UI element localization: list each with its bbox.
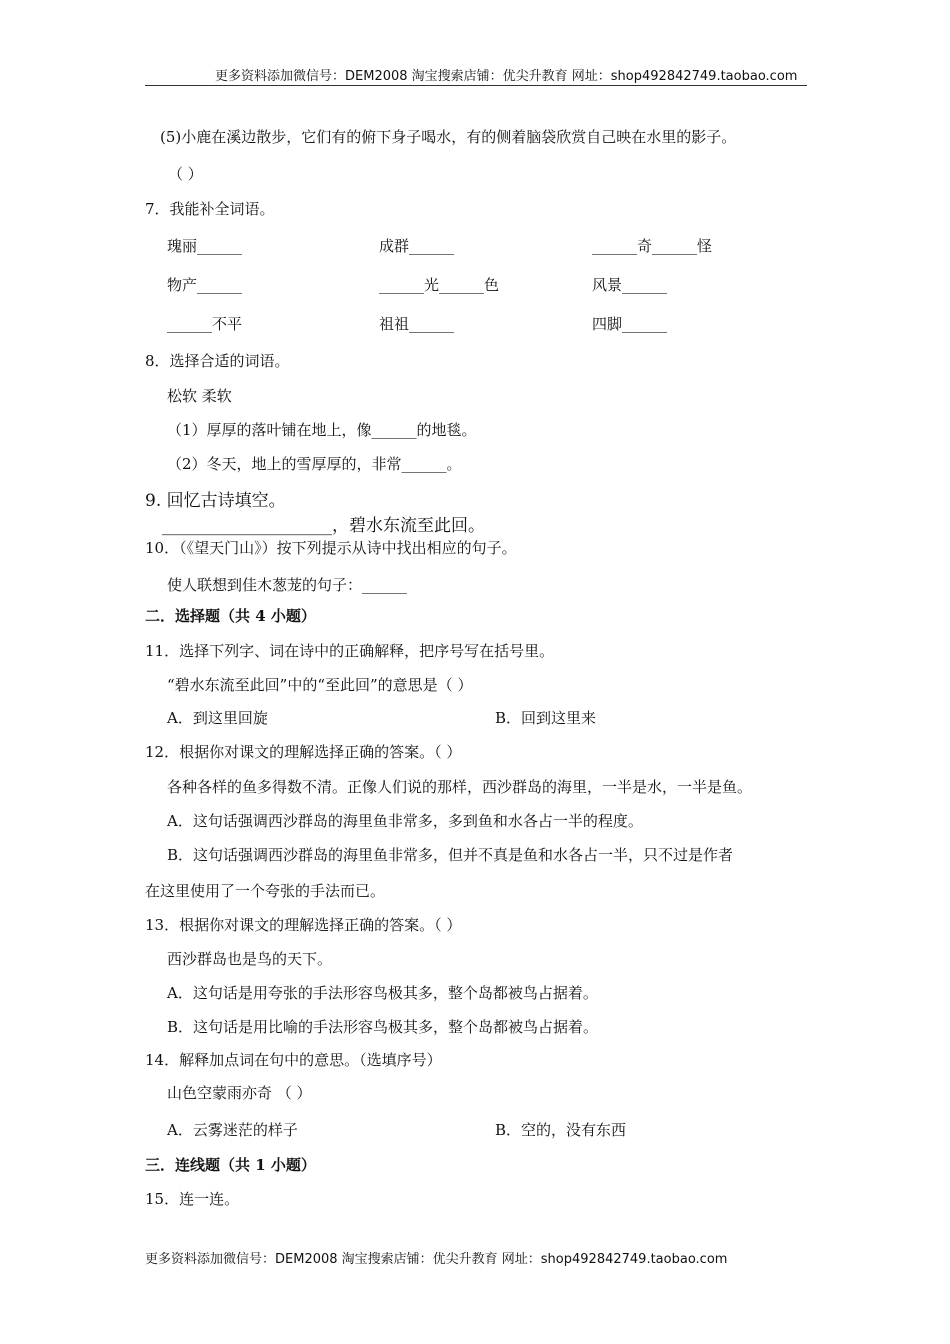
page-footer: 更多资料添加微信号：DEM2008 淘宝搜索店铺：优尖升教育 网址：shop492842749.taobao.com bbox=[145, 1252, 728, 1267]
q11-question: “碧水东流至此回”中的“至此回”的意思是（ ） bbox=[167, 676, 473, 694]
q8-options: 松软 柔软 bbox=[167, 387, 232, 405]
section-2-title: 二．选择题（共 4 小题） bbox=[145, 607, 316, 625]
q13-text: 西沙群岛也是鸟的天下。 bbox=[167, 950, 333, 968]
q10-prompt: 使人联想到佳木葱茏的句子：______ bbox=[167, 576, 408, 594]
q8-title: 8．选择合适的词语。 bbox=[145, 352, 290, 370]
q14-option-b: B．空的，没有东西 bbox=[495, 1121, 627, 1139]
q7-title: 7．我能补全词语。 bbox=[145, 200, 275, 218]
q7-r1c3: ______奇______怪 bbox=[592, 237, 713, 255]
q11-title: 11．选择下列字、词在诗中的正确解释，把序号写在括号里。 bbox=[145, 642, 555, 660]
q7-r2c3: 风景______ bbox=[592, 276, 668, 294]
q9-fill-line: ____________________，碧水东流至此回。 bbox=[162, 516, 485, 536]
q12-option-b-line2: 在这里使用了一个夸张的手法而已。 bbox=[145, 882, 386, 900]
q15-title: 15．连一连。 bbox=[145, 1190, 240, 1208]
q7-r1c2: 成群______ bbox=[379, 237, 455, 255]
q6-answer-paren: （ ） bbox=[168, 165, 203, 183]
q7-r3c1: ______不平 bbox=[167, 315, 243, 333]
q7-r2c2: ______光______色 bbox=[379, 276, 500, 294]
q14-title: 14．解释加点词在句中的意思。（选填序号） bbox=[145, 1051, 442, 1069]
q10-title: 10．（《望天门山》）按下列提示从诗中找出相应的句子。 bbox=[145, 539, 517, 557]
header-divider bbox=[145, 85, 807, 86]
section-3-title: 三．连线题（共 1 小题） bbox=[145, 1156, 316, 1174]
q6-item5: (5)小鹿在溪边散步，它们有的俯下身子喝水，有的侧着脑袋欣赏自己映在水里的影子。 bbox=[160, 128, 737, 146]
q8-sentence-1: （1）厚厚的落叶铺在地上，像______的地毯。 bbox=[167, 421, 477, 439]
q7-r2c1: 物产______ bbox=[167, 276, 243, 294]
q12-option-a: A．这句话强调西沙群岛的海里鱼非常多，多到鱼和水各占一半的程度。 bbox=[167, 812, 643, 830]
q12-text: 各种各样的鱼多得数不清。正像人们说的那样，西沙群岛的海里，一半是水，一半是鱼。 bbox=[167, 778, 753, 796]
q7-r1c1: 瑰丽______ bbox=[167, 237, 243, 255]
q7-r3c3: 四脚______ bbox=[592, 315, 668, 333]
q9-title: 9. 回忆古诗填空。 bbox=[145, 491, 286, 511]
q14-text: 山色空蒙雨亦奇 （ ） bbox=[167, 1084, 312, 1102]
q7-r3c2: 祖祖______ bbox=[379, 315, 455, 333]
q12-option-b-line1: B．这句话强调西沙群岛的海里鱼非常多，但并不真是鱼和水各占一半，只不过是作者 bbox=[167, 846, 734, 864]
q11-option-b: B．回到这里来 bbox=[495, 709, 597, 727]
page-header: 更多资料添加微信号：DEM2008 淘宝搜索店铺：优尖升教育 网址：shop492842749.taobao.com bbox=[215, 69, 798, 84]
q13-option-b: B．这句话是用比喻的手法形容鸟极其多，整个岛都被鸟占据着。 bbox=[167, 1018, 599, 1036]
q8-sentence-2: （2）冬天，地上的雪厚厚的，非常______。 bbox=[167, 455, 462, 473]
q12-title: 12．根据你对课文的理解选择正确的答案。（ ） bbox=[145, 743, 462, 761]
q13-option-a: A．这句话是用夸张的手法形容鸟极其多，整个岛都被鸟占据着。 bbox=[167, 984, 598, 1002]
q13-title: 13．根据你对课文的理解选择正确的答案。（ ） bbox=[145, 916, 462, 934]
q11-option-a: A．到这里回旋 bbox=[167, 709, 268, 727]
q14-option-a: A．云雾迷茫的样子 bbox=[167, 1121, 298, 1139]
